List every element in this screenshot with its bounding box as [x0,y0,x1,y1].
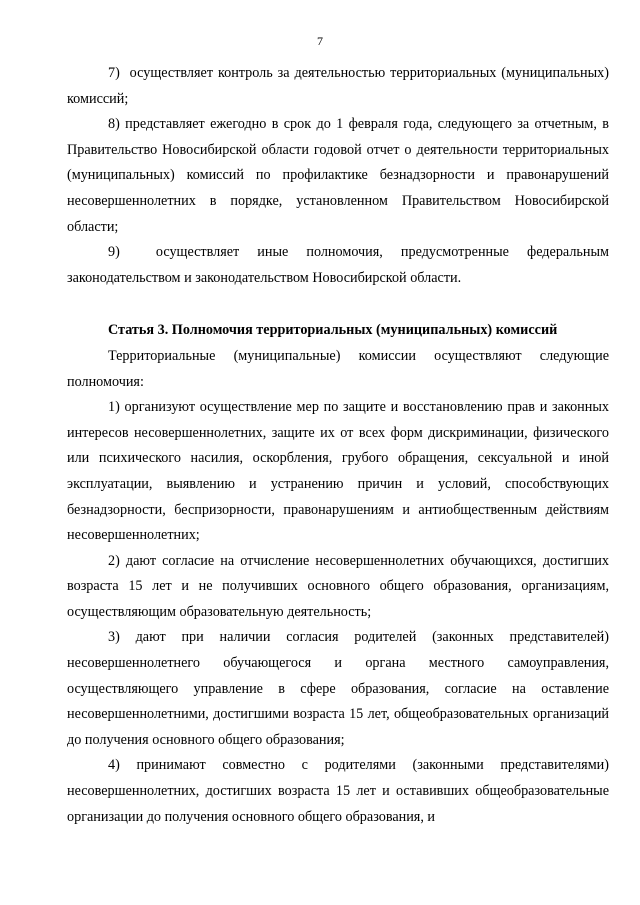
page-number: 7 [317,34,323,48]
paragraph-item-7: 7) осуществляет контроль за деятельностью территориальных (муниципальных) комиссий; [67,65,609,107]
paragraph-item-9: 9) осуществляет иные полномочия, предусмотренные федеральным законодательством и законодательством Новосибирской области. [67,244,609,286]
paragraph-item-2: 2) дают согласие на отчисление несовершеннолетних обучающихся, достигших возраста 15 лет и не получивших основного общего образования, организациям, осуществляющим образовательную деятельность; [67,552,609,620]
paragraph-item-8: 8) представляет ежегодно в срок до 1 февраля года, следующего за отчетным, в Правительство Новосибирской области годовой отчет о деятельности территориальных (муниципальных) комиссий по профилактике безнадзорности и правонарушений несовершеннолетних в порядке, установленном Правительством Новосибирской области; [67,116,609,235]
paragraph-item-4: 4) принимают совместно с родителями (законными представителями) несовершеннолетних, достигших возраста 15 лет и оставивших общеобразовательные организации до получения основного общего образования, и [67,757,609,825]
document-body [67,61,609,830]
article-intro-paragraph: Территориальные (муниципальные) комиссии осуществляют следующие полномочия: [67,347,609,390]
section-spacer [67,291,609,318]
paragraph-item-3: 3) дают при наличии согласия родителей (законных представителей) несовершеннолетнего обучающегося и органа местного самоуправления, осуществляющего управление в сфере образования, согласие на оставление несовершеннолетними, достигшими возраста 15 лет, общеобразовательных организаций до получения основного общего образования; [67,629,609,748]
article-heading: Статья 3. Полномочия территориальных (муниципальных) комиссий [108,322,558,339]
paragraph-item-1: 1) организуют осуществление мер по защите и восстановлению прав и законных интересов несовершеннолетних, защите их от всех форм дискриминации, физического или психического насилия, оскорбления, грубого обращения, сексуальной и иной эксплуатации, выявлению и устранению причин и условий, способствующих безнадзорности, беспризорности, правонарушениям и антиобщественным действиям несовершеннолетних; [67,399,609,544]
